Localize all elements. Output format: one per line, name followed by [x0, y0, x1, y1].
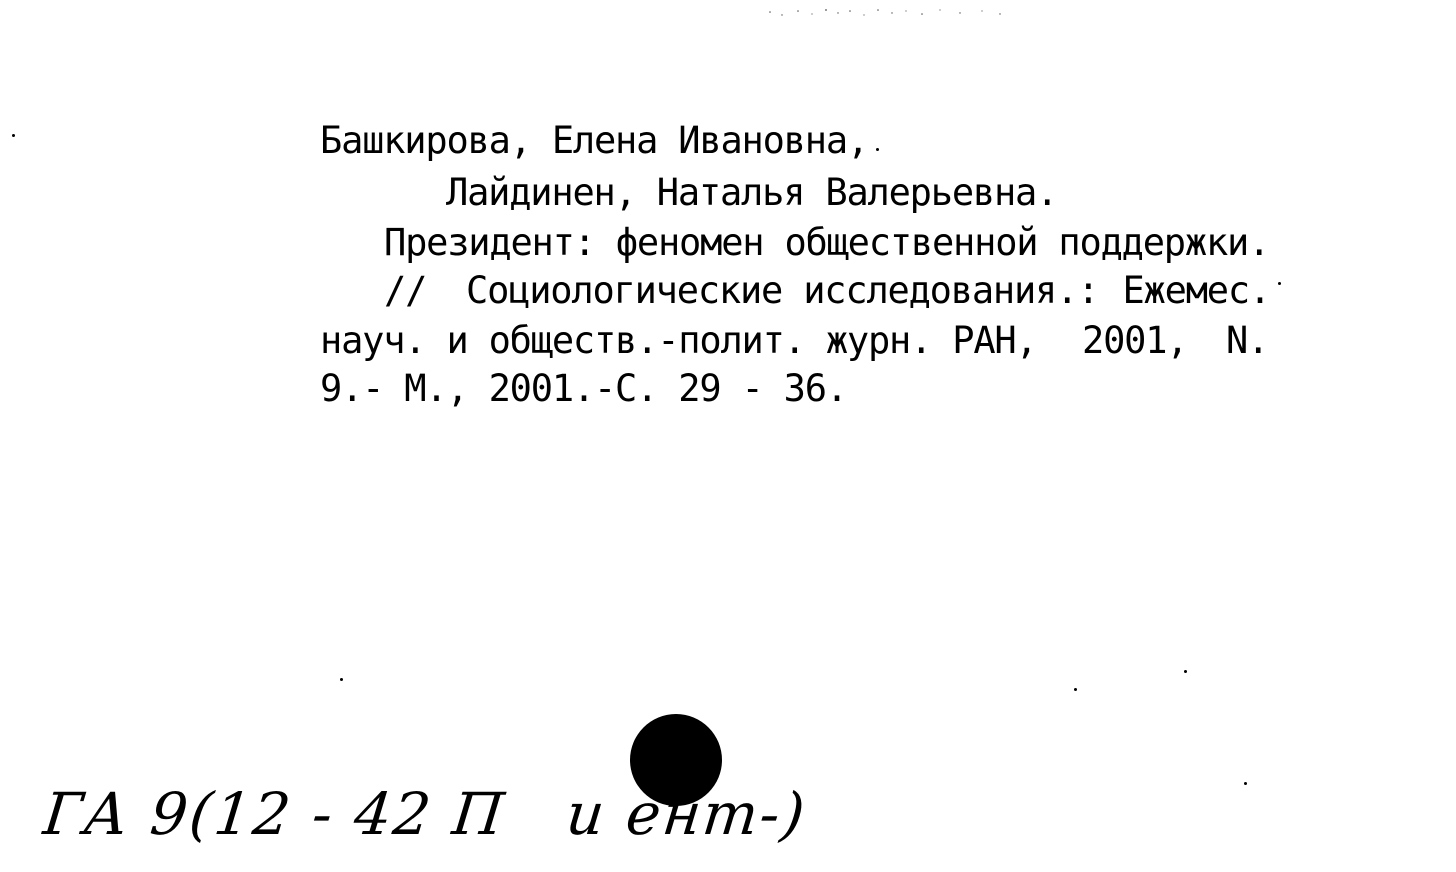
scan-speck: [876, 148, 879, 151]
journal-description: науч. и обществ.-полит. журн. РАН,: [320, 319, 1037, 362]
issue-number-label: N.: [1226, 319, 1269, 362]
scan-speck: [1074, 688, 1077, 691]
journal-year: 2001,: [1082, 319, 1188, 362]
journal-title: Социологические исследования.:: [466, 269, 1099, 312]
author-line-1: Башкирова, Елена Ивановна,: [320, 119, 868, 162]
scan-speck: [340, 678, 343, 681]
handwritten-shelfmark: ГА 9(12 - 42 П и ент-): [40, 780, 810, 848]
scan-speck: [1184, 670, 1187, 673]
scan-speck: [12, 134, 15, 137]
scan-specks: [760, 6, 1010, 20]
source-separator: //: [384, 269, 427, 312]
journal-frequency: Ежемес.: [1122, 269, 1270, 312]
issue-pages: 9.- М., 2001.-С. 29 - 36.: [320, 367, 847, 410]
article-title: Президент: феномен общественной поддержки.: [384, 221, 1270, 264]
scan-speck: [1244, 782, 1247, 785]
scan-speck: [1278, 282, 1281, 285]
author-line-2: Лайдинен, Наталья Валерьевна.: [446, 171, 1058, 214]
